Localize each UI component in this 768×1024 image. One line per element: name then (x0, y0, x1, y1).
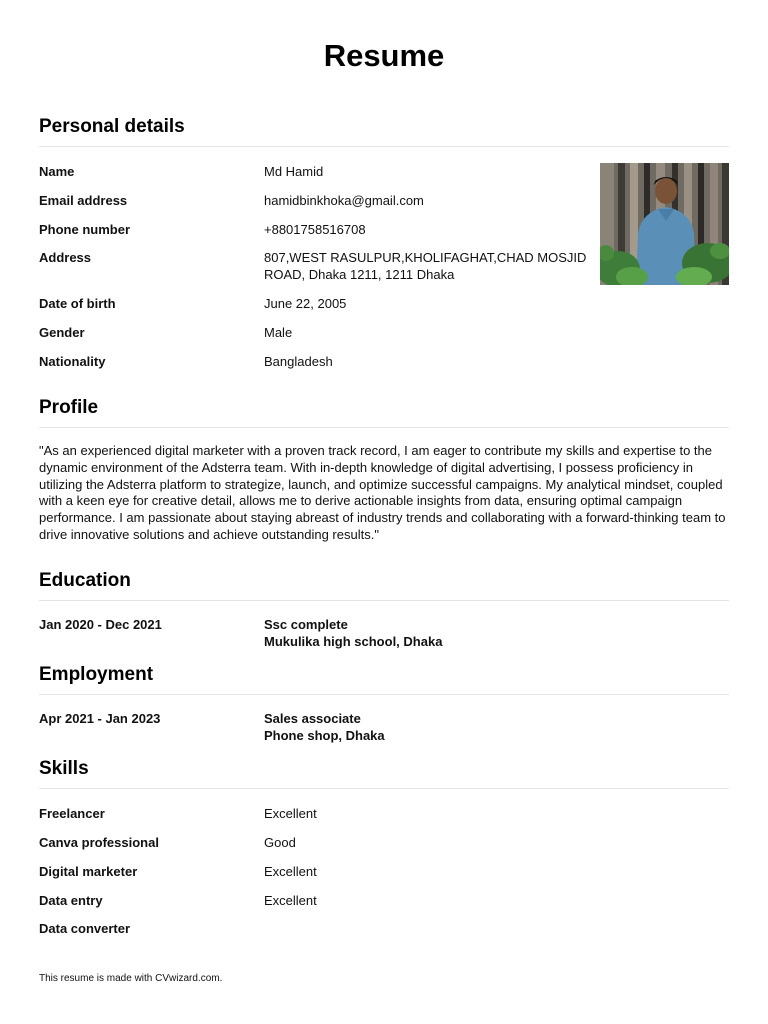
entry-place: Mukulika high school, Dhaka (264, 633, 443, 649)
entry-dates: Jan 2020 - Dec 2021 (39, 617, 162, 632)
entry-dates: Apr 2021 - Jan 2023 (39, 711, 161, 726)
field-label: Gender (39, 325, 85, 340)
field-value: Md Hamid (264, 164, 324, 179)
skill-name: Data converter (39, 921, 131, 936)
entry-title: Sales associate (264, 711, 361, 726)
field-label: Date of birth (39, 296, 116, 311)
field-value: June 22, 2005 (264, 296, 347, 311)
section-heading-employment: Employment (39, 664, 729, 695)
section-heading-personal-details: Personal details (39, 116, 729, 147)
section-heading-profile: Profile (39, 397, 729, 428)
field-label: Nationality (39, 354, 106, 369)
skill-name: Freelancer (39, 806, 105, 821)
skill-level: Good (264, 835, 296, 850)
skill-level: Excellent (264, 806, 317, 821)
field-value: 807,WEST RASULPUR,KHOLIFAGHAT,CHAD MOSJID ROAD, Dhaka 1211, 1211 Dhaka (264, 250, 587, 282)
skill-name: Data entry (39, 893, 103, 908)
entry-place: Phone shop, Dhaka (264, 727, 385, 743)
skill-level: Excellent (264, 893, 317, 908)
skill-name: Digital marketer (39, 864, 138, 879)
field-label: Address (39, 250, 92, 265)
skill-name: Canva professional (39, 835, 159, 850)
field-value: Male (264, 325, 293, 340)
field-value: +8801758516708 (264, 222, 366, 237)
resume-title: Resume (323, 38, 445, 73)
field-label: Phone number (39, 222, 131, 237)
profile-summary: "As an experienced digital marketer with a proven track record, I am eager to contribute my skills and expertise to the dynamic environment of the Adsterra team. With in-depth knowledge of digital advertising, I possess proficiency in utilizing the Adsterra platform to strategize, launch, and optimize successful campaigns. My analytical mindset, coupled with a keen eye for creative detail, allows me to derive actionable insights from data, ensuring optimal campaign performance. I am passionate about staying abreast of industry trends and collaborating with a forward-thinking team to drive innovative solutions and achieve outstanding results." (39, 443, 726, 542)
field-value: Bangladesh (264, 354, 333, 369)
entry-title: Ssc complete (264, 617, 348, 632)
profile-photo-image (600, 163, 729, 285)
field-value: hamidbinkhoka@gmail.com (264, 193, 424, 208)
entry-details (264, 711, 724, 744)
section-heading-education: Education (39, 570, 729, 601)
entry-details (264, 617, 724, 650)
field-label: Email address (39, 193, 128, 208)
profile-photo (600, 163, 729, 285)
footer-note: This resume is made with CVwizard.com. (39, 973, 223, 984)
section-heading-skills: Skills (39, 758, 729, 789)
skill-level: Excellent (264, 864, 317, 879)
field-label: Name (39, 164, 75, 179)
